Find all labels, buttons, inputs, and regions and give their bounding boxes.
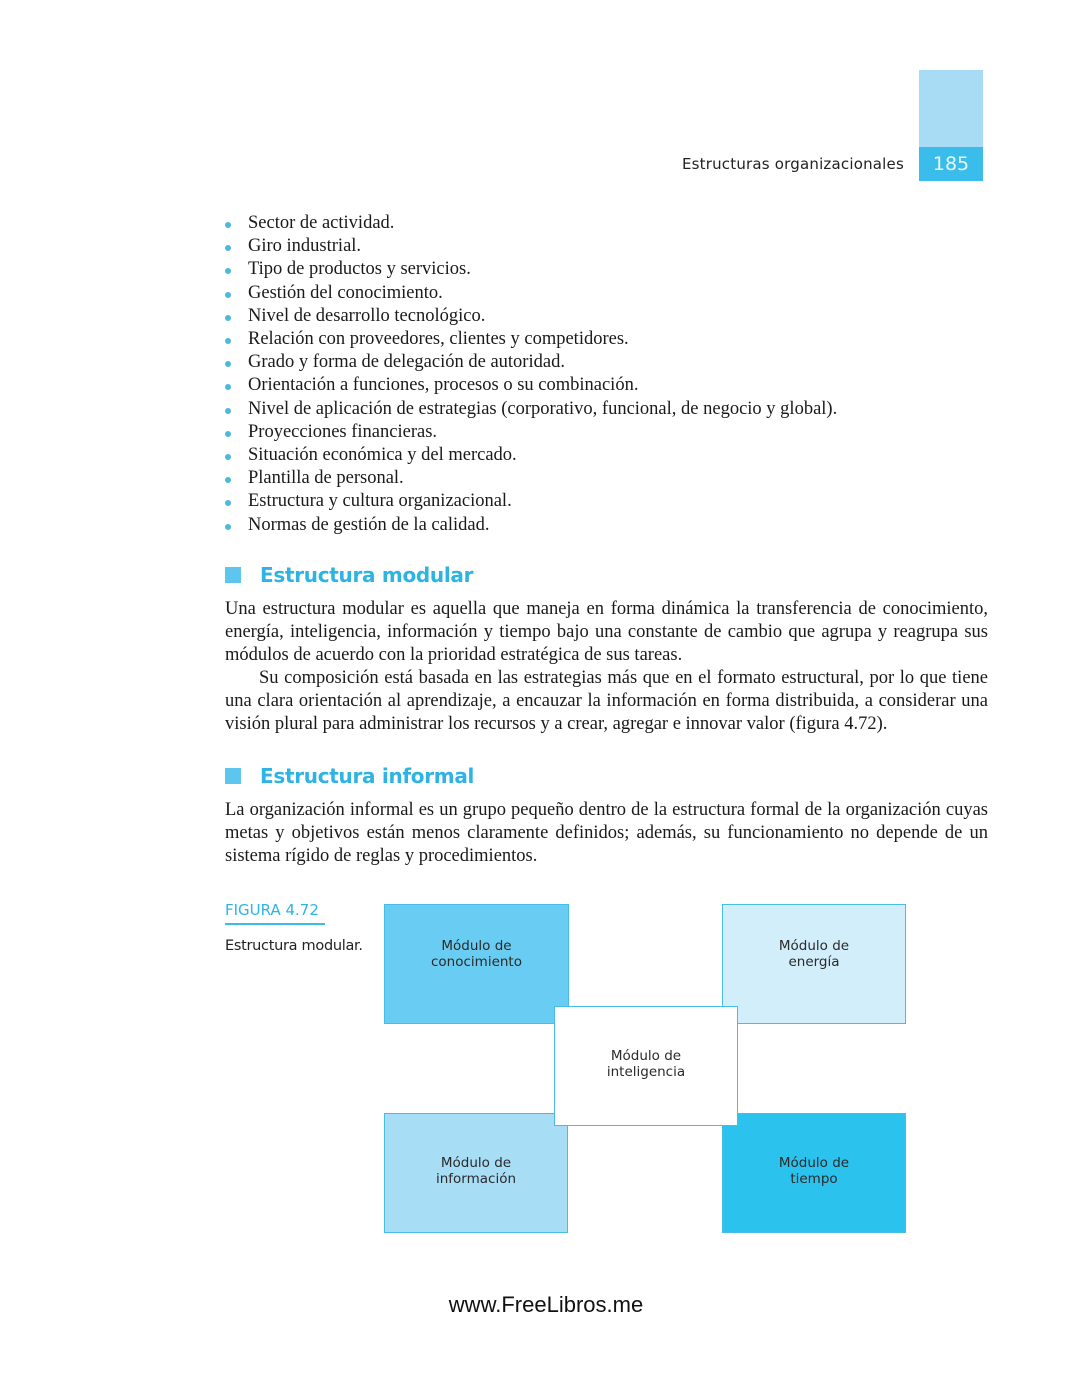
bullet-icon — [225, 245, 231, 251]
module-inteligencia-box: Módulo de inteligencia — [554, 1006, 738, 1126]
list-item: Orientación a funciones, procesos o su combinación. — [224, 374, 837, 397]
running-header-title: Estructuras organizacionales — [681, 155, 904, 173]
bullet-icon — [225, 524, 231, 530]
list-item: Nivel de desarrollo tecnológico. — [224, 305, 837, 328]
module-informacion-box: Módulo de información — [384, 1113, 568, 1233]
list-item: Nivel de aplicación de estrategias (corporativo, funcional, de negocio y global). — [224, 398, 837, 421]
bullet-icon — [225, 454, 231, 460]
module-energia-box: Módulo de energía — [722, 904, 906, 1024]
list-item: Estructura y cultura organizacional. — [224, 490, 837, 513]
factors-bullet-list — [224, 212, 837, 537]
list-item: Gestión del conocimiento. — [224, 282, 837, 305]
bullet-icon — [225, 384, 231, 390]
list-item: Situación económica y del mercado. — [224, 444, 837, 467]
page-number: 185 — [919, 147, 983, 181]
bullet-icon — [225, 222, 231, 228]
module-conocimiento-box: Módulo de conocimiento — [384, 904, 569, 1024]
figure-caption: Estructura modular. — [225, 938, 363, 954]
list-item: Relación con proveedores, clientes y competidores. — [224, 328, 837, 351]
section-heading-informal: Estructura informal — [225, 764, 474, 788]
square-marker-icon — [225, 567, 241, 583]
list-item: Proyecciones financieras. — [224, 421, 837, 444]
figure-label: FIGURA 4.72 — [225, 901, 319, 919]
paragraph-modular-2: Su composición está basada en las estrategias más que en el formato estructural, por lo que tiene una clara orientación al aprendizaje, a encauzar la información en forma distribuida, a considerar una visión plural para administrar los recursos y a crear, agregar e innovar valor (figura 4.72). — [225, 668, 988, 735]
list-item: Giro industrial. — [224, 235, 837, 258]
module-tiempo-box: Módulo de tiempo — [722, 1113, 906, 1233]
bullet-icon — [225, 315, 231, 321]
paragraph-informal-1: La organización informal es un grupo pequeño dentro de la estructura formal de la organización cuyas metas y objetivos están menos claramente definidos; además, su funcionamiento no depende de un sistema rígido de reglas y procedimientos. — [225, 800, 988, 867]
list-item: Grado y forma de delegación de autoridad. — [224, 351, 837, 374]
bullet-icon — [225, 431, 231, 437]
bullet-icon — [225, 408, 231, 414]
list-item: Normas de gestión de la calidad. — [224, 514, 837, 537]
list-item: Tipo de productos y servicios. — [224, 258, 837, 281]
bullet-icon — [225, 292, 231, 298]
bullet-icon — [225, 500, 231, 506]
paragraph-modular-1: Una estructura modular es aquella que maneja en forma dinámica la transferencia de conocimiento, energía, inteligencia, información y tiempo bajo una constante de cambio que agrupa y reagrupa sus módulos de acuerdo con la prioridad estratégica de sus tareas. — [225, 599, 988, 666]
section-heading-modular: Estructura modular — [225, 563, 473, 587]
bullet-icon — [225, 361, 231, 367]
bullet-icon — [225, 477, 231, 483]
bullet-icon — [225, 338, 231, 344]
square-marker-icon — [225, 768, 241, 784]
footer-watermark-url: www.FreeLibros.me — [448, 1292, 644, 1317]
figure-label-underline — [225, 923, 325, 925]
page-tab-decoration — [919, 70, 983, 147]
bullet-icon — [225, 268, 231, 274]
list-item: Sector de actividad. — [224, 212, 837, 235]
list-item: Plantilla de personal. — [224, 467, 837, 490]
